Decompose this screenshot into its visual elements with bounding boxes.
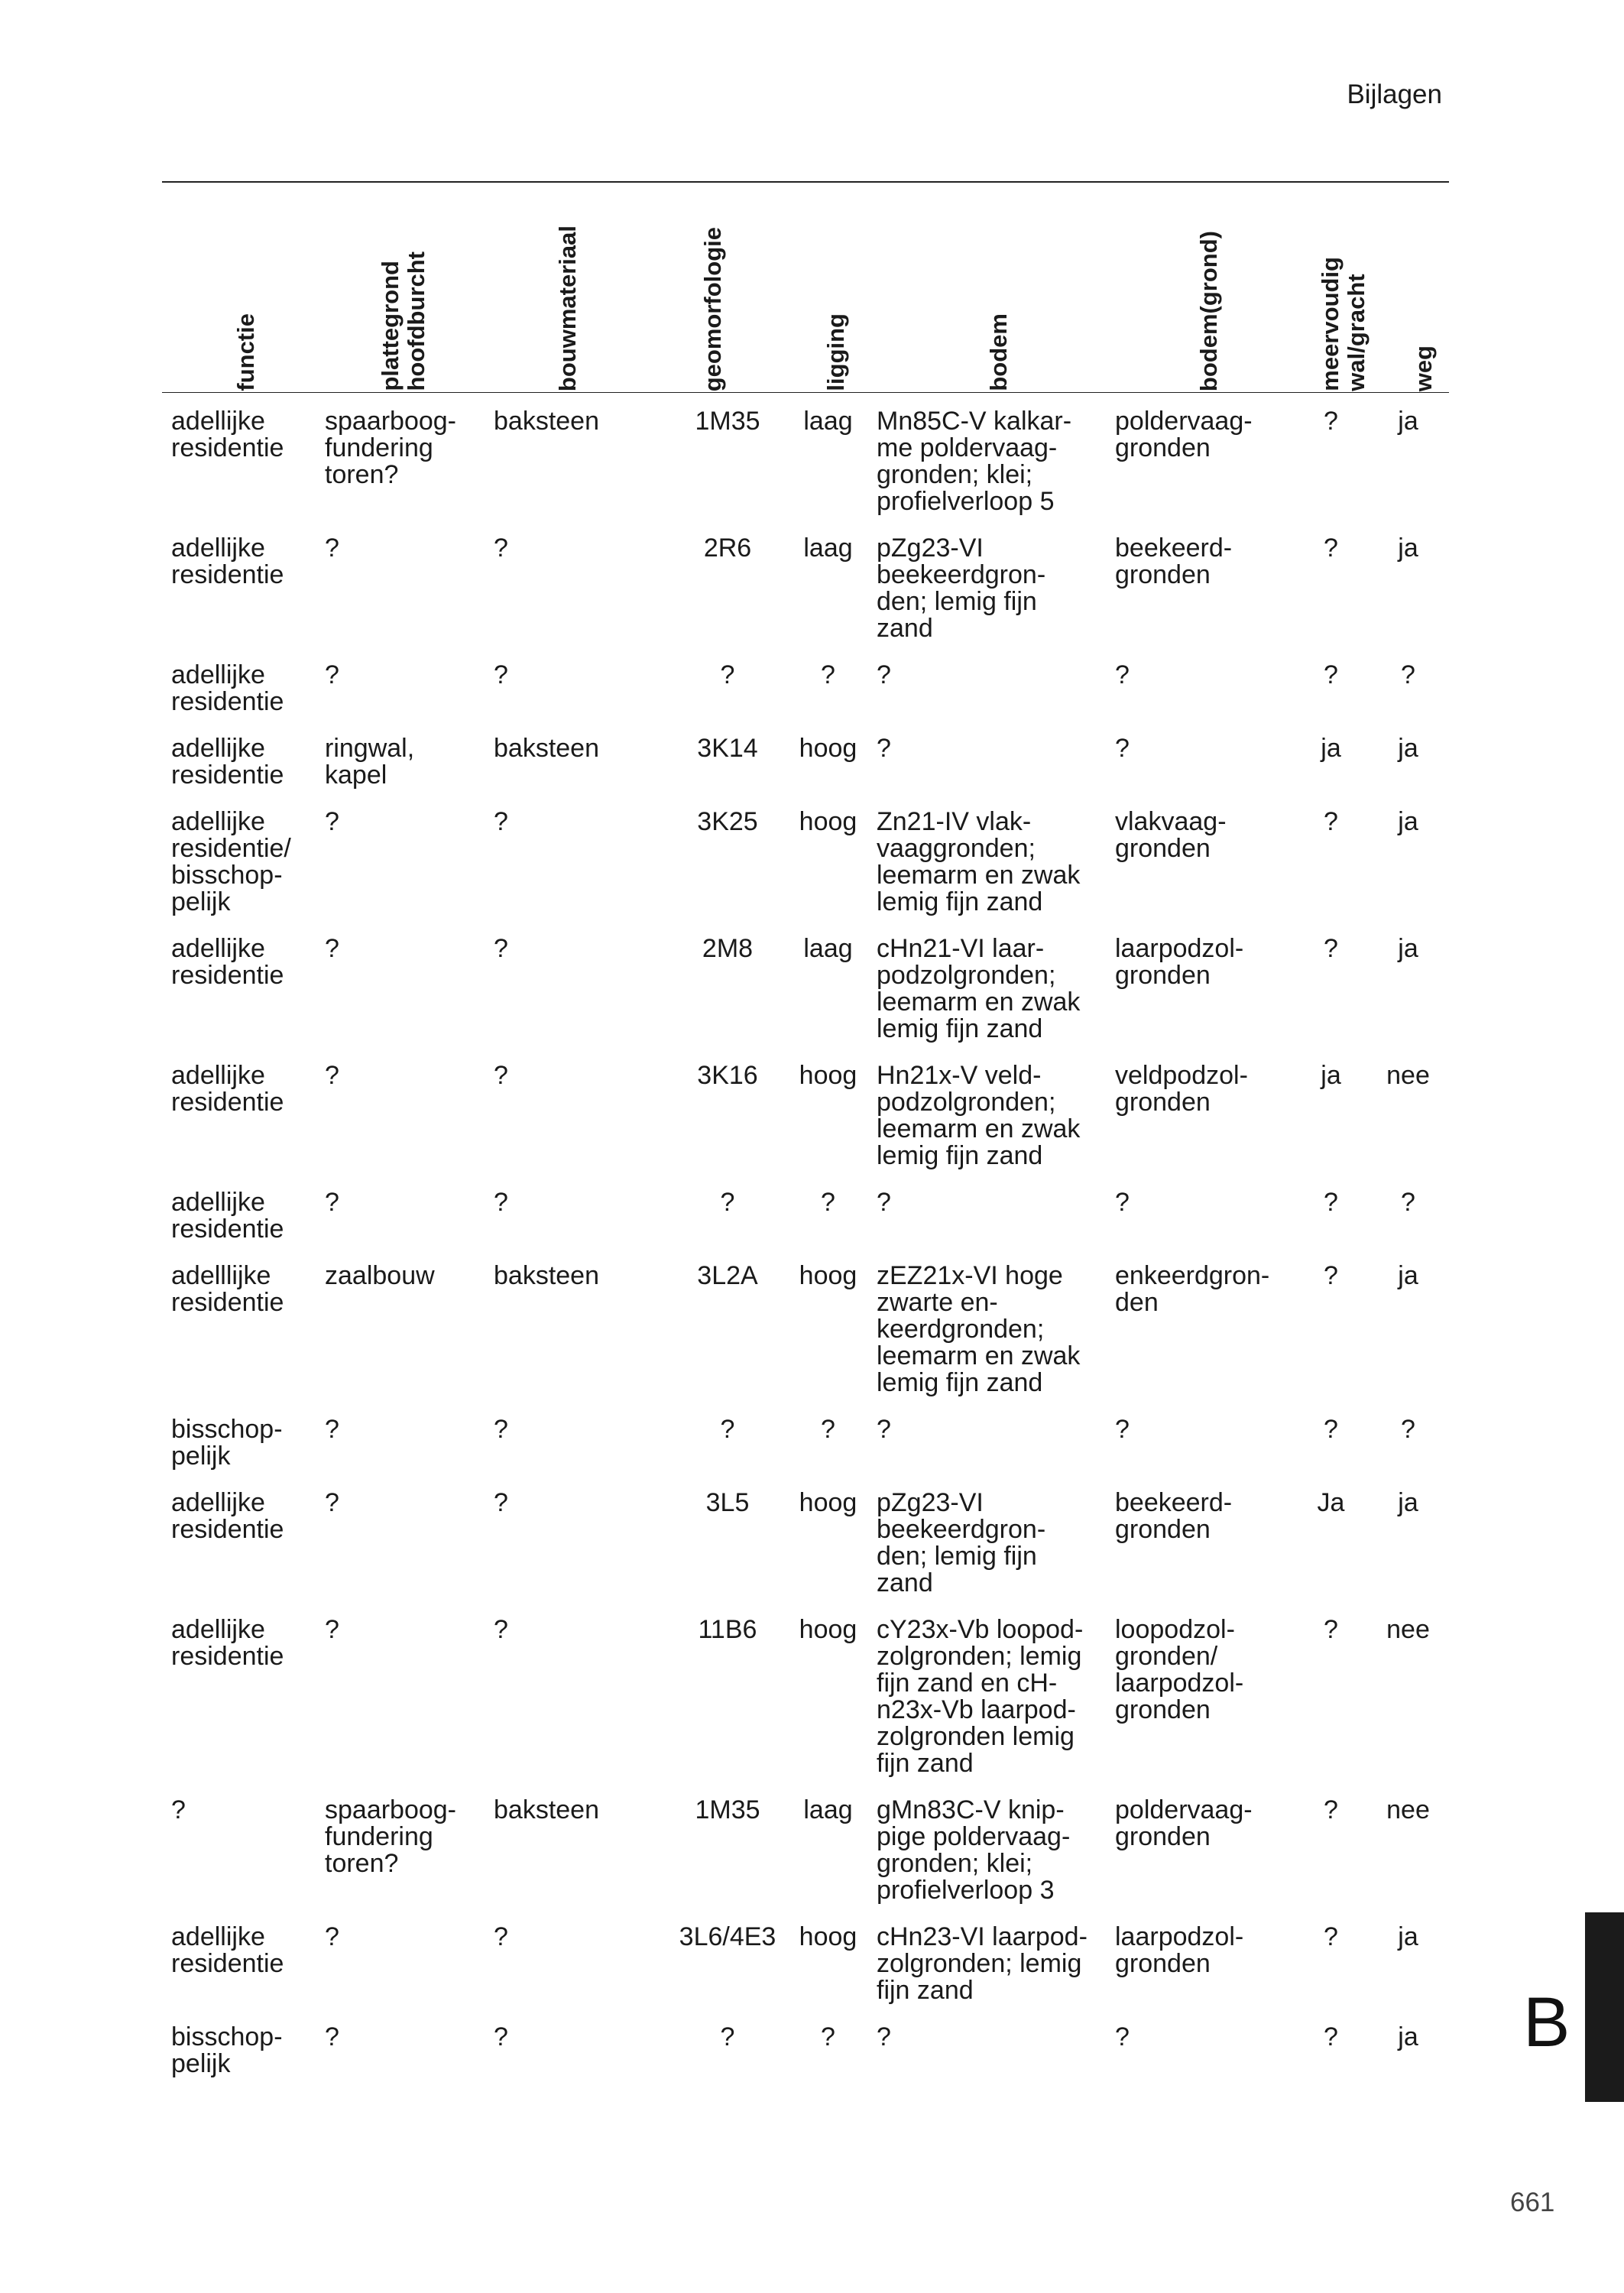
cell-geomorfologie: 3K14 [697,734,758,763]
cell-bouwmateriaal: ? [494,807,508,836]
cell-line: ? [877,1188,891,1217]
cell-plattegrond [316,1490,485,1617]
castle-data-table [162,408,1449,2097]
cell-line: fundering [325,433,433,462]
cell-weg: ja [1398,807,1418,836]
cell-bodem-grond [1106,408,1295,535]
cell-line: laarpodzol- [1115,1922,1244,1951]
cell-geomorfologie: 3L5 [705,1488,750,1517]
cell-meervoudig: ? [1324,1795,1338,1824]
page-number: 661 [1510,2188,1555,2217]
cell-bodem-grond [1106,1490,1295,1617]
cell-bouwmateriaal: baksteen [494,407,599,436]
cell-plattegrond [316,535,485,662]
cell-line: Mn85C-V kalkar- [877,407,1072,436]
chapter-tab-marker [1585,1912,1624,2102]
cell-bouwmateriaal: ? [494,1488,508,1517]
cell-line: ? [325,1188,339,1217]
cell-line: den [1115,1288,1159,1317]
cell-bouwmateriaal: ? [494,1922,508,1951]
cell-line: residentie [171,433,284,462]
cell-meervoudig: ? [1324,934,1338,963]
cell-line: adellijke [171,407,265,436]
cell-plattegrond [316,809,485,936]
cell-plattegrond [316,662,485,735]
column-header-ligging: ligging [822,313,849,391]
cell-bodem-grond [1106,936,1295,1062]
cell-line: ? [325,807,339,836]
cell-plattegrond [316,1062,485,1189]
cell-bodem-grond [1106,735,1295,809]
cell-ligging: hoog [799,1261,857,1290]
cell-line: gronden [1115,961,1211,990]
cell-weg: ja [1398,934,1418,963]
cell-line: pige poldervaag- [877,1822,1071,1851]
cell-line: Zn21-IV vlak- [877,807,1032,836]
cell-weg: ? [1401,1188,1415,1217]
cell-line: laarpodzol- [1115,934,1244,963]
cell-line: den; lemig fijn [877,587,1037,616]
cell-line: fijn zand [877,1976,974,2005]
cell-bodem-grond [1106,1797,1295,1924]
cell-line: zwarte en- [877,1288,998,1317]
cell-line: adellijke [171,934,265,963]
cell-line: pZg23-VI [877,1488,984,1517]
cell-ligging: laag [803,407,853,436]
cell-functie [162,1062,316,1189]
cell-line: ? [325,1922,339,1951]
cell-line: vaaggronden; [877,834,1036,863]
header-rule [162,392,1449,393]
cell-line: residentie [171,1288,284,1317]
cell-plattegrond [316,1797,485,1924]
cell-bodem-grond [1106,809,1295,936]
cell-line: me poldervaag- [877,433,1058,462]
cell-line: laarpodzol- [1115,1669,1244,1698]
table-row [162,936,1449,1062]
table-row [162,1617,1449,1797]
cell-line: residentie [171,1949,284,1978]
cell-bodem [867,2024,1106,2097]
cell-line: adellijke [171,1188,265,1217]
cell-line: ? [877,734,891,763]
column-header-plattegrond: plattegrond hoofdburcht [377,251,430,391]
cell-line: zEZ21x-VI hoge [877,1261,1063,1290]
cell-ligging: ? [821,1415,835,1444]
cell-bouwmateriaal: ? [494,534,508,563]
cell-line: residentie [171,1215,284,1244]
cell-bodem [867,809,1106,936]
cell-geomorfologie: 3K25 [697,807,758,836]
cell-line: gronden/ [1115,1642,1218,1671]
cell-weg: ja [1398,1261,1418,1290]
cell-geomorfologie: 3K16 [697,1061,758,1090]
cell-line: residentie [171,687,284,716]
cell-weg: ja [1398,2022,1418,2051]
cell-weg: nee [1386,1061,1430,1090]
cell-bodem-grond [1106,1924,1295,2024]
cell-meervoudig: ? [1324,807,1338,836]
cell-line: ? [1115,734,1130,763]
cell-meervoudig: ? [1324,660,1338,689]
cell-functie [162,1263,316,1416]
cell-bouwmateriaal: ? [494,2022,508,2051]
cell-bodem [867,535,1106,662]
cell-meervoudig: ? [1324,1415,1338,1444]
cell-line: ? [171,1795,186,1824]
cell-line: ? [325,1415,339,1444]
table-row [162,662,1449,735]
cell-weg: ja [1398,1922,1418,1951]
cell-functie [162,662,316,735]
table-row [162,1490,1449,1617]
cell-ligging: hoog [799,734,857,763]
cell-functie [162,1617,316,1797]
cell-line: gronden [1115,433,1211,462]
cell-line: keerdgronden; [877,1315,1045,1344]
cell-line: lemig fijn zand [877,887,1043,916]
cell-bodem-grond [1106,662,1295,735]
column-header-bouwmateriaal: bouwmateriaal [554,225,581,391]
cell-bodem-grond [1106,1617,1295,1797]
cell-bodem [867,408,1106,535]
table-row [162,1797,1449,1924]
cell-functie [162,408,316,535]
table-row [162,1416,1449,1490]
cell-meervoudig: ? [1324,407,1338,436]
cell-line: den; lemig fijn [877,1542,1037,1571]
cell-plattegrond [316,936,485,1062]
cell-line: ? [877,1415,891,1444]
cell-line: adellijke [171,1488,265,1517]
cell-line: pelijk [171,1442,231,1471]
cell-functie [162,1797,316,1924]
cell-line: leemarm en zwak [877,1114,1081,1143]
cell-weg: ? [1401,660,1415,689]
cell-line: profielverloop 5 [877,487,1055,516]
table-row [162,1924,1449,2024]
cell-bodem [867,1189,1106,1263]
cell-line: fundering [325,1822,433,1851]
cell-line: spaarboog- [325,1795,457,1824]
cell-plattegrond [316,1416,485,1490]
cell-bodem-grond [1106,1189,1295,1263]
cell-weg: ja [1398,534,1418,563]
cell-bodem [867,662,1106,735]
cell-line: bisschop- [171,2022,283,2051]
cell-ligging: hoog [799,1061,857,1090]
table-row [162,1189,1449,1263]
cell-line: ringwal, [325,734,415,763]
cell-line: ? [325,1061,339,1090]
cell-functie [162,2024,316,2097]
cell-line: ? [325,1615,339,1644]
cell-functie [162,1924,316,2024]
table-row [162,408,1449,535]
cell-ligging: hoog [799,1488,857,1517]
cell-line: lemig fijn zand [877,1368,1043,1397]
column-header-bodem-grond: bodem(grond) [1195,230,1222,391]
cell-line: gronden [1115,1695,1211,1724]
cell-bouwmateriaal: ? [494,1061,508,1090]
cell-bodem [867,1797,1106,1924]
cell-geomorfologie: ? [720,1188,735,1217]
cell-ligging: ? [821,1188,835,1217]
cell-line: podzolgronden; [877,961,1056,990]
cell-line: veldpodzol- [1115,1061,1248,1090]
cell-line: toren? [325,1849,399,1878]
cell-line: cHn23-VI laarpod- [877,1922,1088,1951]
column-header-geomorfologie: geomorfologie [699,226,726,391]
cell-line: ? [325,660,339,689]
cell-ligging: ? [821,2022,835,2051]
cell-line: residentie [171,1642,284,1671]
cell-line: ? [1115,2022,1130,2051]
cell-line: loopodzol- [1115,1615,1235,1644]
running-head: Bijlagen [1347,79,1442,109]
cell-bodem-grond [1106,2024,1295,2097]
cell-line: enkeerdgron- [1115,1261,1270,1290]
table-row [162,735,1449,809]
cell-line: lemig fijn zand [877,1014,1043,1043]
cell-line: fijn zand en cH- [877,1669,1058,1698]
cell-functie [162,1490,316,1617]
cell-line: adellijke [171,1615,265,1644]
cell-geomorfologie: ? [720,2022,735,2051]
cell-weg: ja [1398,1488,1418,1517]
cell-line: lemig fijn zand [877,1141,1043,1170]
cell-line: residentie/ [171,834,291,863]
cell-weg: ja [1398,734,1418,763]
cell-line: ? [325,534,339,563]
table-row [162,1062,1449,1189]
table-row [162,2024,1449,2097]
cell-geomorfologie: ? [720,660,735,689]
cell-functie [162,1416,316,1490]
cell-line: toren? [325,460,399,489]
cell-bodem-grond [1106,1263,1295,1416]
cell-line: gMn83C-V knip- [877,1795,1065,1824]
cell-line: beekeerdgron- [877,560,1046,589]
column-header-functie: functie [232,313,259,391]
cell-line: pelijk [171,887,231,916]
chapter-tab-letter: B [1523,1983,1571,2061]
cell-meervoudig: ? [1324,534,1338,563]
cell-line: ? [877,660,891,689]
cell-line: bisschop- [171,1415,283,1444]
cell-ligging: laag [803,934,853,963]
cell-line: zaalbouw [325,1261,435,1290]
cell-bodem [867,1490,1106,1617]
cell-ligging: hoog [799,1615,857,1644]
cell-line: cY23x-Vb loopod- [877,1615,1084,1644]
cell-line: ? [1115,1188,1130,1217]
cell-bodem-grond [1106,535,1295,662]
cell-ligging: ? [821,660,835,689]
cell-weg: ? [1401,1415,1415,1444]
cell-geomorfologie: 2M8 [702,934,754,963]
cell-functie [162,1189,316,1263]
cell-line: beekeerd- [1115,1488,1233,1517]
cell-bouwmateriaal: baksteen [494,1795,599,1824]
cell-bodem [867,1062,1106,1189]
cell-meervoudig: ? [1324,1261,1338,1290]
cell-bodem [867,936,1106,1062]
cell-line: ? [1115,660,1130,689]
cell-line: ? [325,934,339,963]
cell-functie [162,535,316,662]
cell-line: leemarm en zwak [877,1341,1081,1370]
cell-line: cHn21-VI laar- [877,934,1045,963]
cell-meervoudig: ? [1324,2022,1338,2051]
cell-plattegrond [316,408,485,535]
cell-line: kapel [325,761,387,790]
cell-plattegrond [316,2024,485,2097]
cell-bodem [867,1263,1106,1416]
cell-line: profielverloop 3 [877,1876,1055,1905]
cell-line: pZg23-VI [877,534,984,563]
cell-weg: ja [1398,407,1418,436]
cell-ligging: hoog [799,807,857,836]
cell-line: residentie [171,560,284,589]
cell-line: adellijke [171,807,265,836]
cell-line: n23x-Vb laarpod- [877,1695,1076,1724]
cell-line: beekeerdgron- [877,1515,1046,1544]
cell-ligging: laag [803,1795,853,1824]
cell-bodem [867,1617,1106,1797]
cell-meervoudig: ja [1321,1061,1341,1090]
cell-ligging: laag [803,534,853,563]
column-header-bodem: bodem [985,313,1012,391]
cell-line: Hn21x-V veld- [877,1061,1042,1090]
cell-meervoudig: ? [1324,1188,1338,1217]
cell-bouwmateriaal: ? [494,934,508,963]
cell-plattegrond [316,1924,485,2024]
cell-line: adellijke [171,1061,265,1090]
cell-line: gronden [1115,834,1211,863]
cell-line: zolgronden lemig [877,1722,1075,1751]
cell-line: residentie [171,1515,284,1544]
cell-weg: nee [1386,1615,1430,1644]
cell-bodem-grond [1106,1062,1295,1189]
cell-bodem-grond [1106,1416,1295,1490]
cell-line: vlakvaag- [1115,807,1227,836]
cell-plattegrond [316,1189,485,1263]
cell-line: zolgronden; lemig [877,1949,1082,1978]
cell-functie [162,735,316,809]
cell-meervoudig: ? [1324,1922,1338,1951]
cell-ligging: hoog [799,1922,857,1951]
cell-line: gronden; klei; [877,460,1033,489]
cell-line: ? [1115,1415,1130,1444]
cell-meervoudig: Ja [1317,1488,1345,1517]
cell-line: fijn zand [877,1749,974,1778]
cell-plattegrond [316,1263,485,1416]
cell-geomorfologie: 3L6/4E3 [679,1922,776,1951]
cell-line: spaarboog- [325,407,457,436]
cell-plattegrond [316,1617,485,1797]
cell-geomorfologie: 11B6 [698,1615,757,1644]
table-row [162,535,1449,662]
table-body [162,408,1449,2097]
cell-bouwmateriaal: baksteen [494,1261,599,1290]
cell-line: adellijke [171,1922,265,1951]
cell-bodem [867,1416,1106,1490]
cell-line: adellijke [171,734,265,763]
cell-meervoudig: ja [1321,734,1341,763]
cell-line: residentie [171,761,284,790]
cell-line: pelijk [171,2049,231,2078]
cell-line: zand [877,1568,933,1597]
cell-bouwmateriaal: ? [494,1615,508,1644]
column-header-weg: weg [1410,345,1437,391]
cell-plattegrond [316,735,485,809]
cell-line: ? [325,1488,339,1517]
cell-line: adellijke [171,534,265,563]
cell-line: zand [877,614,933,643]
cell-line: poldervaag- [1115,1795,1253,1824]
cell-bouwmateriaal: ? [494,1415,508,1444]
cell-line: gronden; klei; [877,1849,1033,1878]
cell-geomorfologie: 1M35 [695,407,760,436]
cell-line: gronden [1115,1088,1211,1117]
cell-geomorfologie: 2R6 [703,534,752,563]
cell-line: residentie [171,1088,284,1117]
cell-line: podzolgronden; [877,1088,1056,1117]
cell-bodem [867,1924,1106,2024]
cell-line: poldervaag- [1115,407,1253,436]
cell-line: gronden [1115,1515,1211,1544]
cell-line: leemarm en zwak [877,988,1081,1017]
table-row [162,809,1449,936]
cell-line: residentie [171,961,284,990]
cell-line: gronden [1115,1822,1211,1851]
cell-line: beekeerd- [1115,534,1233,563]
column-header-meervoudig: meervoudig wal/gracht [1317,257,1370,391]
cell-geomorfologie: ? [720,1415,735,1444]
cell-line: ? [877,2022,891,2051]
table-top-rule [162,181,1449,183]
cell-meervoudig: ? [1324,1615,1338,1644]
cell-line: bisschop- [171,861,283,890]
cell-bouwmateriaal: baksteen [494,734,599,763]
cell-geomorfologie: 3L2A [697,1261,758,1290]
cell-bouwmateriaal: ? [494,1188,508,1217]
cell-line: ? [325,2022,339,2051]
cell-line: zolgronden; lemig [877,1642,1082,1671]
cell-line: gronden [1115,560,1211,589]
cell-bodem [867,735,1106,809]
cell-line: leemarm en zwak [877,861,1081,890]
cell-functie [162,809,316,936]
cell-line: gronden [1115,1949,1211,1978]
table-row [162,1263,1449,1416]
cell-geomorfologie: 1M35 [695,1795,760,1824]
cell-line: adellijke [171,660,265,689]
cell-line: adelllijke [171,1261,271,1290]
cell-weg: nee [1386,1795,1430,1824]
cell-functie [162,936,316,1062]
cell-bouwmateriaal: ? [494,660,508,689]
